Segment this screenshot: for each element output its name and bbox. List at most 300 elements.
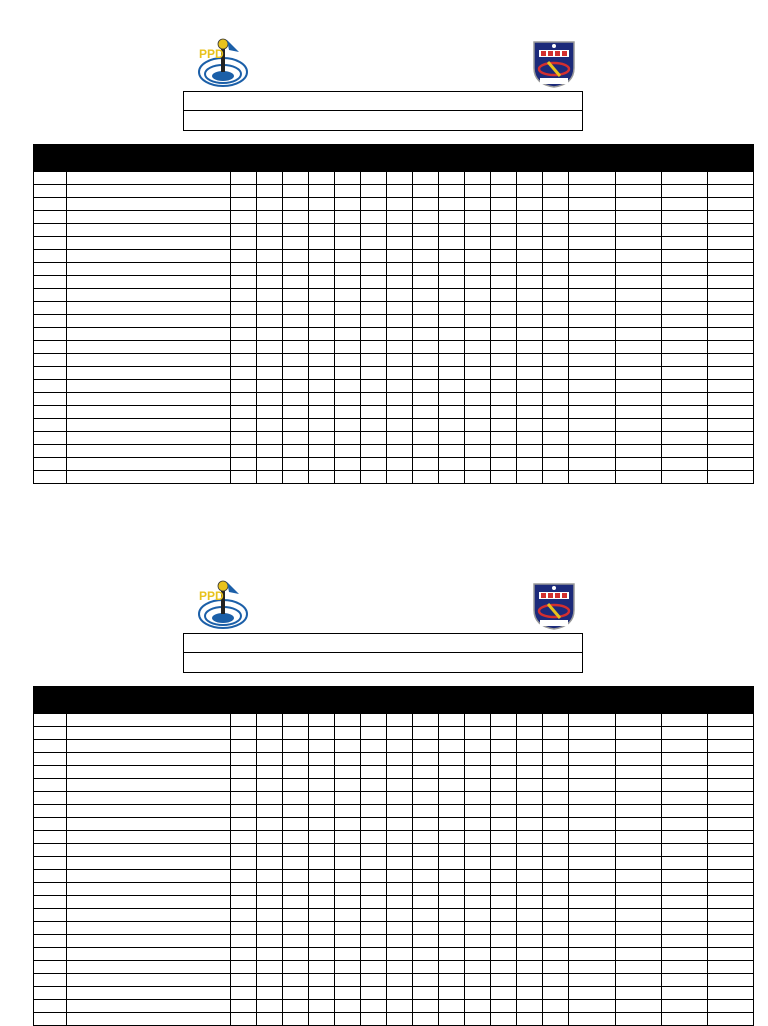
score-cell[interactable]: [662, 818, 708, 831]
score-cell[interactable]: [309, 341, 335, 354]
score-cell[interactable]: [283, 740, 309, 753]
student-name-cell[interactable]: [67, 818, 231, 831]
score-cell[interactable]: [543, 766, 569, 779]
score-cell[interactable]: [361, 987, 387, 1000]
row-number-cell[interactable]: [34, 380, 67, 393]
score-cell[interactable]: [662, 328, 708, 341]
score-cell[interactable]: [439, 198, 465, 211]
score-cell[interactable]: [387, 805, 413, 818]
score-cell[interactable]: [616, 870, 662, 883]
score-cell[interactable]: [413, 948, 439, 961]
score-cell[interactable]: [387, 185, 413, 198]
score-cell[interactable]: [708, 948, 754, 961]
score-cell[interactable]: [491, 224, 517, 237]
score-cell[interactable]: [309, 250, 335, 263]
score-cell[interactable]: [257, 974, 283, 987]
score-cell[interactable]: [491, 198, 517, 211]
score-cell[interactable]: [543, 883, 569, 896]
score-cell[interactable]: [335, 419, 361, 432]
student-name-cell[interactable]: [67, 185, 231, 198]
score-cell[interactable]: [231, 818, 257, 831]
score-cell[interactable]: [283, 844, 309, 857]
row-number-cell[interactable]: [34, 974, 67, 987]
score-cell[interactable]: [616, 805, 662, 818]
student-name-cell[interactable]: [67, 870, 231, 883]
score-cell[interactable]: [257, 224, 283, 237]
score-cell[interactable]: [413, 922, 439, 935]
score-cell[interactable]: [543, 341, 569, 354]
score-cell[interactable]: [231, 185, 257, 198]
score-cell[interactable]: [231, 458, 257, 471]
score-cell[interactable]: [309, 1000, 335, 1013]
score-cell[interactable]: [662, 896, 708, 909]
score-cell[interactable]: [439, 445, 465, 458]
score-cell[interactable]: [231, 935, 257, 948]
score-cell[interactable]: [231, 974, 257, 987]
score-cell[interactable]: [569, 211, 616, 224]
score-cell[interactable]: [283, 380, 309, 393]
score-cell[interactable]: [662, 740, 708, 753]
score-cell[interactable]: [708, 883, 754, 896]
score-cell[interactable]: [569, 740, 616, 753]
score-cell[interactable]: [439, 727, 465, 740]
score-cell[interactable]: [309, 198, 335, 211]
student-name-cell[interactable]: [67, 805, 231, 818]
score-cell[interactable]: [616, 367, 662, 380]
score-cell[interactable]: [413, 198, 439, 211]
score-cell[interactable]: [662, 974, 708, 987]
score-cell[interactable]: [708, 367, 754, 380]
score-cell[interactable]: [465, 263, 491, 276]
score-cell[interactable]: [413, 315, 439, 328]
student-name-cell[interactable]: [67, 896, 231, 909]
score-cell[interactable]: [387, 818, 413, 831]
score-cell[interactable]: [387, 471, 413, 484]
score-cell[interactable]: [361, 289, 387, 302]
score-cell[interactable]: [257, 909, 283, 922]
score-cell[interactable]: [662, 458, 708, 471]
score-cell[interactable]: [413, 354, 439, 367]
row-number-cell[interactable]: [34, 753, 67, 766]
score-cell[interactable]: [335, 198, 361, 211]
score-cell[interactable]: [491, 987, 517, 1000]
student-name-cell[interactable]: [67, 237, 231, 250]
score-cell[interactable]: [231, 714, 257, 727]
score-cell[interactable]: [309, 766, 335, 779]
score-cell[interactable]: [413, 328, 439, 341]
score-cell[interactable]: [361, 753, 387, 766]
score-cell[interactable]: [543, 896, 569, 909]
score-cell[interactable]: [257, 740, 283, 753]
score-cell[interactable]: [543, 779, 569, 792]
row-number-cell[interactable]: [34, 341, 67, 354]
score-cell[interactable]: [465, 844, 491, 857]
score-cell[interactable]: [439, 367, 465, 380]
score-cell[interactable]: [569, 367, 616, 380]
score-cell[interactable]: [257, 341, 283, 354]
score-cell[interactable]: [283, 211, 309, 224]
score-cell[interactable]: [708, 779, 754, 792]
score-cell[interactable]: [231, 896, 257, 909]
score-cell[interactable]: [283, 727, 309, 740]
score-cell[interactable]: [257, 354, 283, 367]
score-cell[interactable]: [413, 393, 439, 406]
score-cell[interactable]: [283, 276, 309, 289]
student-name-cell[interactable]: [67, 909, 231, 922]
score-cell[interactable]: [231, 471, 257, 484]
score-cell[interactable]: [413, 289, 439, 302]
score-cell[interactable]: [616, 432, 662, 445]
score-cell[interactable]: [439, 471, 465, 484]
score-cell[interactable]: [517, 224, 543, 237]
score-cell[interactable]: [335, 224, 361, 237]
score-cell[interactable]: [491, 805, 517, 818]
score-cell[interactable]: [413, 909, 439, 922]
score-cell[interactable]: [439, 458, 465, 471]
row-number-cell[interactable]: [34, 818, 67, 831]
score-cell[interactable]: [569, 406, 616, 419]
score-cell[interactable]: [257, 302, 283, 315]
score-cell[interactable]: [309, 935, 335, 948]
score-cell[interactable]: [439, 172, 465, 185]
score-cell[interactable]: [708, 792, 754, 805]
score-cell[interactable]: [309, 315, 335, 328]
score-cell[interactable]: [616, 263, 662, 276]
score-cell[interactable]: [361, 818, 387, 831]
score-cell[interactable]: [335, 302, 361, 315]
score-cell[interactable]: [231, 987, 257, 1000]
score-cell[interactable]: [257, 419, 283, 432]
score-cell[interactable]: [465, 961, 491, 974]
row-number-cell[interactable]: [34, 172, 67, 185]
score-cell[interactable]: [413, 818, 439, 831]
score-cell[interactable]: [361, 857, 387, 870]
score-cell[interactable]: [491, 857, 517, 870]
score-cell[interactable]: [543, 211, 569, 224]
student-name-cell[interactable]: [67, 211, 231, 224]
score-cell[interactable]: [543, 393, 569, 406]
score-cell[interactable]: [465, 948, 491, 961]
score-cell[interactable]: [257, 445, 283, 458]
score-cell[interactable]: [439, 328, 465, 341]
score-cell[interactable]: [361, 445, 387, 458]
score-cell[interactable]: [616, 237, 662, 250]
score-cell[interactable]: [387, 727, 413, 740]
score-cell[interactable]: [569, 341, 616, 354]
score-cell[interactable]: [439, 211, 465, 224]
score-cell[interactable]: [335, 766, 361, 779]
score-cell[interactable]: [413, 445, 439, 458]
score-cell[interactable]: [439, 432, 465, 445]
score-cell[interactable]: [283, 471, 309, 484]
score-cell[interactable]: [517, 831, 543, 844]
score-cell[interactable]: [361, 805, 387, 818]
score-cell[interactable]: [439, 740, 465, 753]
score-cell[interactable]: [517, 237, 543, 250]
score-cell[interactable]: [361, 974, 387, 987]
score-cell[interactable]: [231, 883, 257, 896]
score-cell[interactable]: [257, 792, 283, 805]
score-cell[interactable]: [708, 393, 754, 406]
score-cell[interactable]: [491, 328, 517, 341]
score-cell[interactable]: [361, 315, 387, 328]
score-cell[interactable]: [413, 727, 439, 740]
score-cell[interactable]: [335, 805, 361, 818]
score-cell[interactable]: [517, 276, 543, 289]
score-cell[interactable]: [387, 792, 413, 805]
score-cell[interactable]: [361, 341, 387, 354]
row-number-cell[interactable]: [34, 276, 67, 289]
score-cell[interactable]: [387, 289, 413, 302]
score-cell[interactable]: [335, 172, 361, 185]
score-cell[interactable]: [387, 393, 413, 406]
score-cell[interactable]: [387, 445, 413, 458]
score-cell[interactable]: [569, 419, 616, 432]
score-cell[interactable]: [616, 987, 662, 1000]
score-cell[interactable]: [543, 276, 569, 289]
row-number-cell[interactable]: [34, 896, 67, 909]
score-cell[interactable]: [491, 883, 517, 896]
score-cell[interactable]: [361, 458, 387, 471]
score-cell[interactable]: [387, 1000, 413, 1013]
score-cell[interactable]: [257, 380, 283, 393]
score-cell[interactable]: [335, 883, 361, 896]
score-cell[interactable]: [662, 289, 708, 302]
score-cell[interactable]: [708, 224, 754, 237]
score-cell[interactable]: [543, 740, 569, 753]
score-cell[interactable]: [361, 367, 387, 380]
score-cell[interactable]: [708, 172, 754, 185]
score-cell[interactable]: [361, 237, 387, 250]
score-cell[interactable]: [257, 818, 283, 831]
score-cell[interactable]: [361, 393, 387, 406]
score-cell[interactable]: [491, 714, 517, 727]
score-cell[interactable]: [361, 870, 387, 883]
score-cell[interactable]: [413, 458, 439, 471]
score-cell[interactable]: [335, 961, 361, 974]
score-cell[interactable]: [662, 857, 708, 870]
row-number-cell[interactable]: [34, 471, 67, 484]
row-number-cell[interactable]: [34, 406, 67, 419]
student-name-cell[interactable]: [67, 263, 231, 276]
score-cell[interactable]: [257, 263, 283, 276]
score-cell[interactable]: [465, 185, 491, 198]
score-cell[interactable]: [283, 367, 309, 380]
score-cell[interactable]: [708, 289, 754, 302]
score-cell[interactable]: [465, 172, 491, 185]
score-cell[interactable]: [465, 458, 491, 471]
score-cell[interactable]: [708, 237, 754, 250]
score-cell[interactable]: [543, 909, 569, 922]
score-cell[interactable]: [439, 935, 465, 948]
row-number-cell[interactable]: [34, 740, 67, 753]
score-cell[interactable]: [413, 419, 439, 432]
score-cell[interactable]: [361, 224, 387, 237]
score-cell[interactable]: [491, 818, 517, 831]
row-number-cell[interactable]: [34, 315, 67, 328]
score-cell[interactable]: [283, 185, 309, 198]
score-cell[interactable]: [283, 818, 309, 831]
score-cell[interactable]: [517, 870, 543, 883]
score-cell[interactable]: [465, 432, 491, 445]
score-cell[interactable]: [231, 341, 257, 354]
score-cell[interactable]: [708, 805, 754, 818]
score-cell[interactable]: [413, 935, 439, 948]
score-cell[interactable]: [231, 302, 257, 315]
score-cell[interactable]: [283, 250, 309, 263]
score-cell[interactable]: [413, 471, 439, 484]
score-cell[interactable]: [361, 831, 387, 844]
score-cell[interactable]: [231, 289, 257, 302]
score-cell[interactable]: [543, 380, 569, 393]
score-cell[interactable]: [361, 922, 387, 935]
score-cell[interactable]: [283, 753, 309, 766]
score-cell[interactable]: [616, 922, 662, 935]
score-cell[interactable]: [231, 393, 257, 406]
score-cell[interactable]: [309, 432, 335, 445]
score-cell[interactable]: [387, 224, 413, 237]
score-cell[interactable]: [465, 974, 491, 987]
score-cell[interactable]: [491, 445, 517, 458]
score-cell[interactable]: [439, 857, 465, 870]
student-name-cell[interactable]: [67, 948, 231, 961]
score-cell[interactable]: [517, 883, 543, 896]
score-cell[interactable]: [361, 1000, 387, 1013]
score-cell[interactable]: [616, 1000, 662, 1013]
score-cell[interactable]: [257, 471, 283, 484]
row-number-cell[interactable]: [34, 393, 67, 406]
score-cell[interactable]: [361, 185, 387, 198]
score-cell[interactable]: [569, 172, 616, 185]
score-cell[interactable]: [361, 896, 387, 909]
score-cell[interactable]: [543, 315, 569, 328]
row-number-cell[interactable]: [34, 792, 67, 805]
score-cell[interactable]: [465, 870, 491, 883]
score-cell[interactable]: [616, 211, 662, 224]
score-cell[interactable]: [543, 445, 569, 458]
row-number-cell[interactable]: [34, 458, 67, 471]
score-cell[interactable]: [335, 1000, 361, 1013]
score-cell[interactable]: [662, 844, 708, 857]
score-cell[interactable]: [708, 740, 754, 753]
student-name-cell[interactable]: [67, 740, 231, 753]
student-name-cell[interactable]: [67, 844, 231, 857]
score-cell[interactable]: [309, 393, 335, 406]
score-cell[interactable]: [543, 870, 569, 883]
score-cell[interactable]: [465, 727, 491, 740]
score-cell[interactable]: [283, 172, 309, 185]
score-cell[interactable]: [491, 419, 517, 432]
score-cell[interactable]: [413, 263, 439, 276]
score-cell[interactable]: [517, 753, 543, 766]
score-cell[interactable]: [708, 922, 754, 935]
score-cell[interactable]: [491, 909, 517, 922]
score-cell[interactable]: [616, 935, 662, 948]
score-cell[interactable]: [439, 779, 465, 792]
score-cell[interactable]: [257, 458, 283, 471]
score-cell[interactable]: [361, 328, 387, 341]
score-cell[interactable]: [708, 315, 754, 328]
score-cell[interactable]: [616, 961, 662, 974]
score-cell[interactable]: [517, 948, 543, 961]
score-cell[interactable]: [439, 922, 465, 935]
score-cell[interactable]: [257, 961, 283, 974]
score-cell[interactable]: [465, 289, 491, 302]
score-cell[interactable]: [708, 211, 754, 224]
score-cell[interactable]: [616, 185, 662, 198]
student-name-cell[interactable]: [67, 341, 231, 354]
score-cell[interactable]: [569, 289, 616, 302]
score-cell[interactable]: [662, 1000, 708, 1013]
score-cell[interactable]: [662, 714, 708, 727]
score-cell[interactable]: [517, 922, 543, 935]
score-cell[interactable]: [465, 328, 491, 341]
score-cell[interactable]: [708, 831, 754, 844]
score-cell[interactable]: [439, 805, 465, 818]
score-cell[interactable]: [517, 805, 543, 818]
score-cell[interactable]: [387, 844, 413, 857]
score-cell[interactable]: [491, 844, 517, 857]
score-cell[interactable]: [283, 406, 309, 419]
score-cell[interactable]: [335, 341, 361, 354]
score-cell[interactable]: [413, 341, 439, 354]
score-cell[interactable]: [387, 341, 413, 354]
student-name-cell[interactable]: [67, 857, 231, 870]
score-cell[interactable]: [309, 263, 335, 276]
score-cell[interactable]: [662, 766, 708, 779]
score-cell[interactable]: [491, 779, 517, 792]
score-cell[interactable]: [708, 406, 754, 419]
score-cell[interactable]: [491, 740, 517, 753]
score-cell[interactable]: [413, 1000, 439, 1013]
score-cell[interactable]: [569, 857, 616, 870]
score-cell[interactable]: [543, 289, 569, 302]
score-cell[interactable]: [491, 727, 517, 740]
score-cell[interactable]: [708, 714, 754, 727]
score-cell[interactable]: [231, 831, 257, 844]
score-cell[interactable]: [361, 948, 387, 961]
score-cell[interactable]: [569, 961, 616, 974]
score-cell[interactable]: [387, 831, 413, 844]
score-cell[interactable]: [662, 224, 708, 237]
score-cell[interactable]: [283, 714, 309, 727]
score-cell[interactable]: [465, 471, 491, 484]
score-cell[interactable]: [569, 432, 616, 445]
score-cell[interactable]: [257, 185, 283, 198]
score-cell[interactable]: [465, 315, 491, 328]
score-cell[interactable]: [231, 961, 257, 974]
score-cell[interactable]: [517, 974, 543, 987]
score-cell[interactable]: [309, 987, 335, 1000]
score-cell[interactable]: [335, 445, 361, 458]
score-cell[interactable]: [517, 406, 543, 419]
score-cell[interactable]: [616, 779, 662, 792]
row-number-cell[interactable]: [34, 1000, 67, 1013]
score-cell[interactable]: [257, 805, 283, 818]
score-cell[interactable]: [283, 263, 309, 276]
row-number-cell[interactable]: [34, 961, 67, 974]
score-cell[interactable]: [569, 198, 616, 211]
score-cell[interactable]: [569, 237, 616, 250]
score-cell[interactable]: [283, 922, 309, 935]
score-cell[interactable]: [335, 354, 361, 367]
score-cell[interactable]: [569, 250, 616, 263]
score-cell[interactable]: [662, 792, 708, 805]
score-cell[interactable]: [517, 315, 543, 328]
score-cell[interactable]: [662, 727, 708, 740]
score-cell[interactable]: [335, 753, 361, 766]
score-cell[interactable]: [708, 302, 754, 315]
